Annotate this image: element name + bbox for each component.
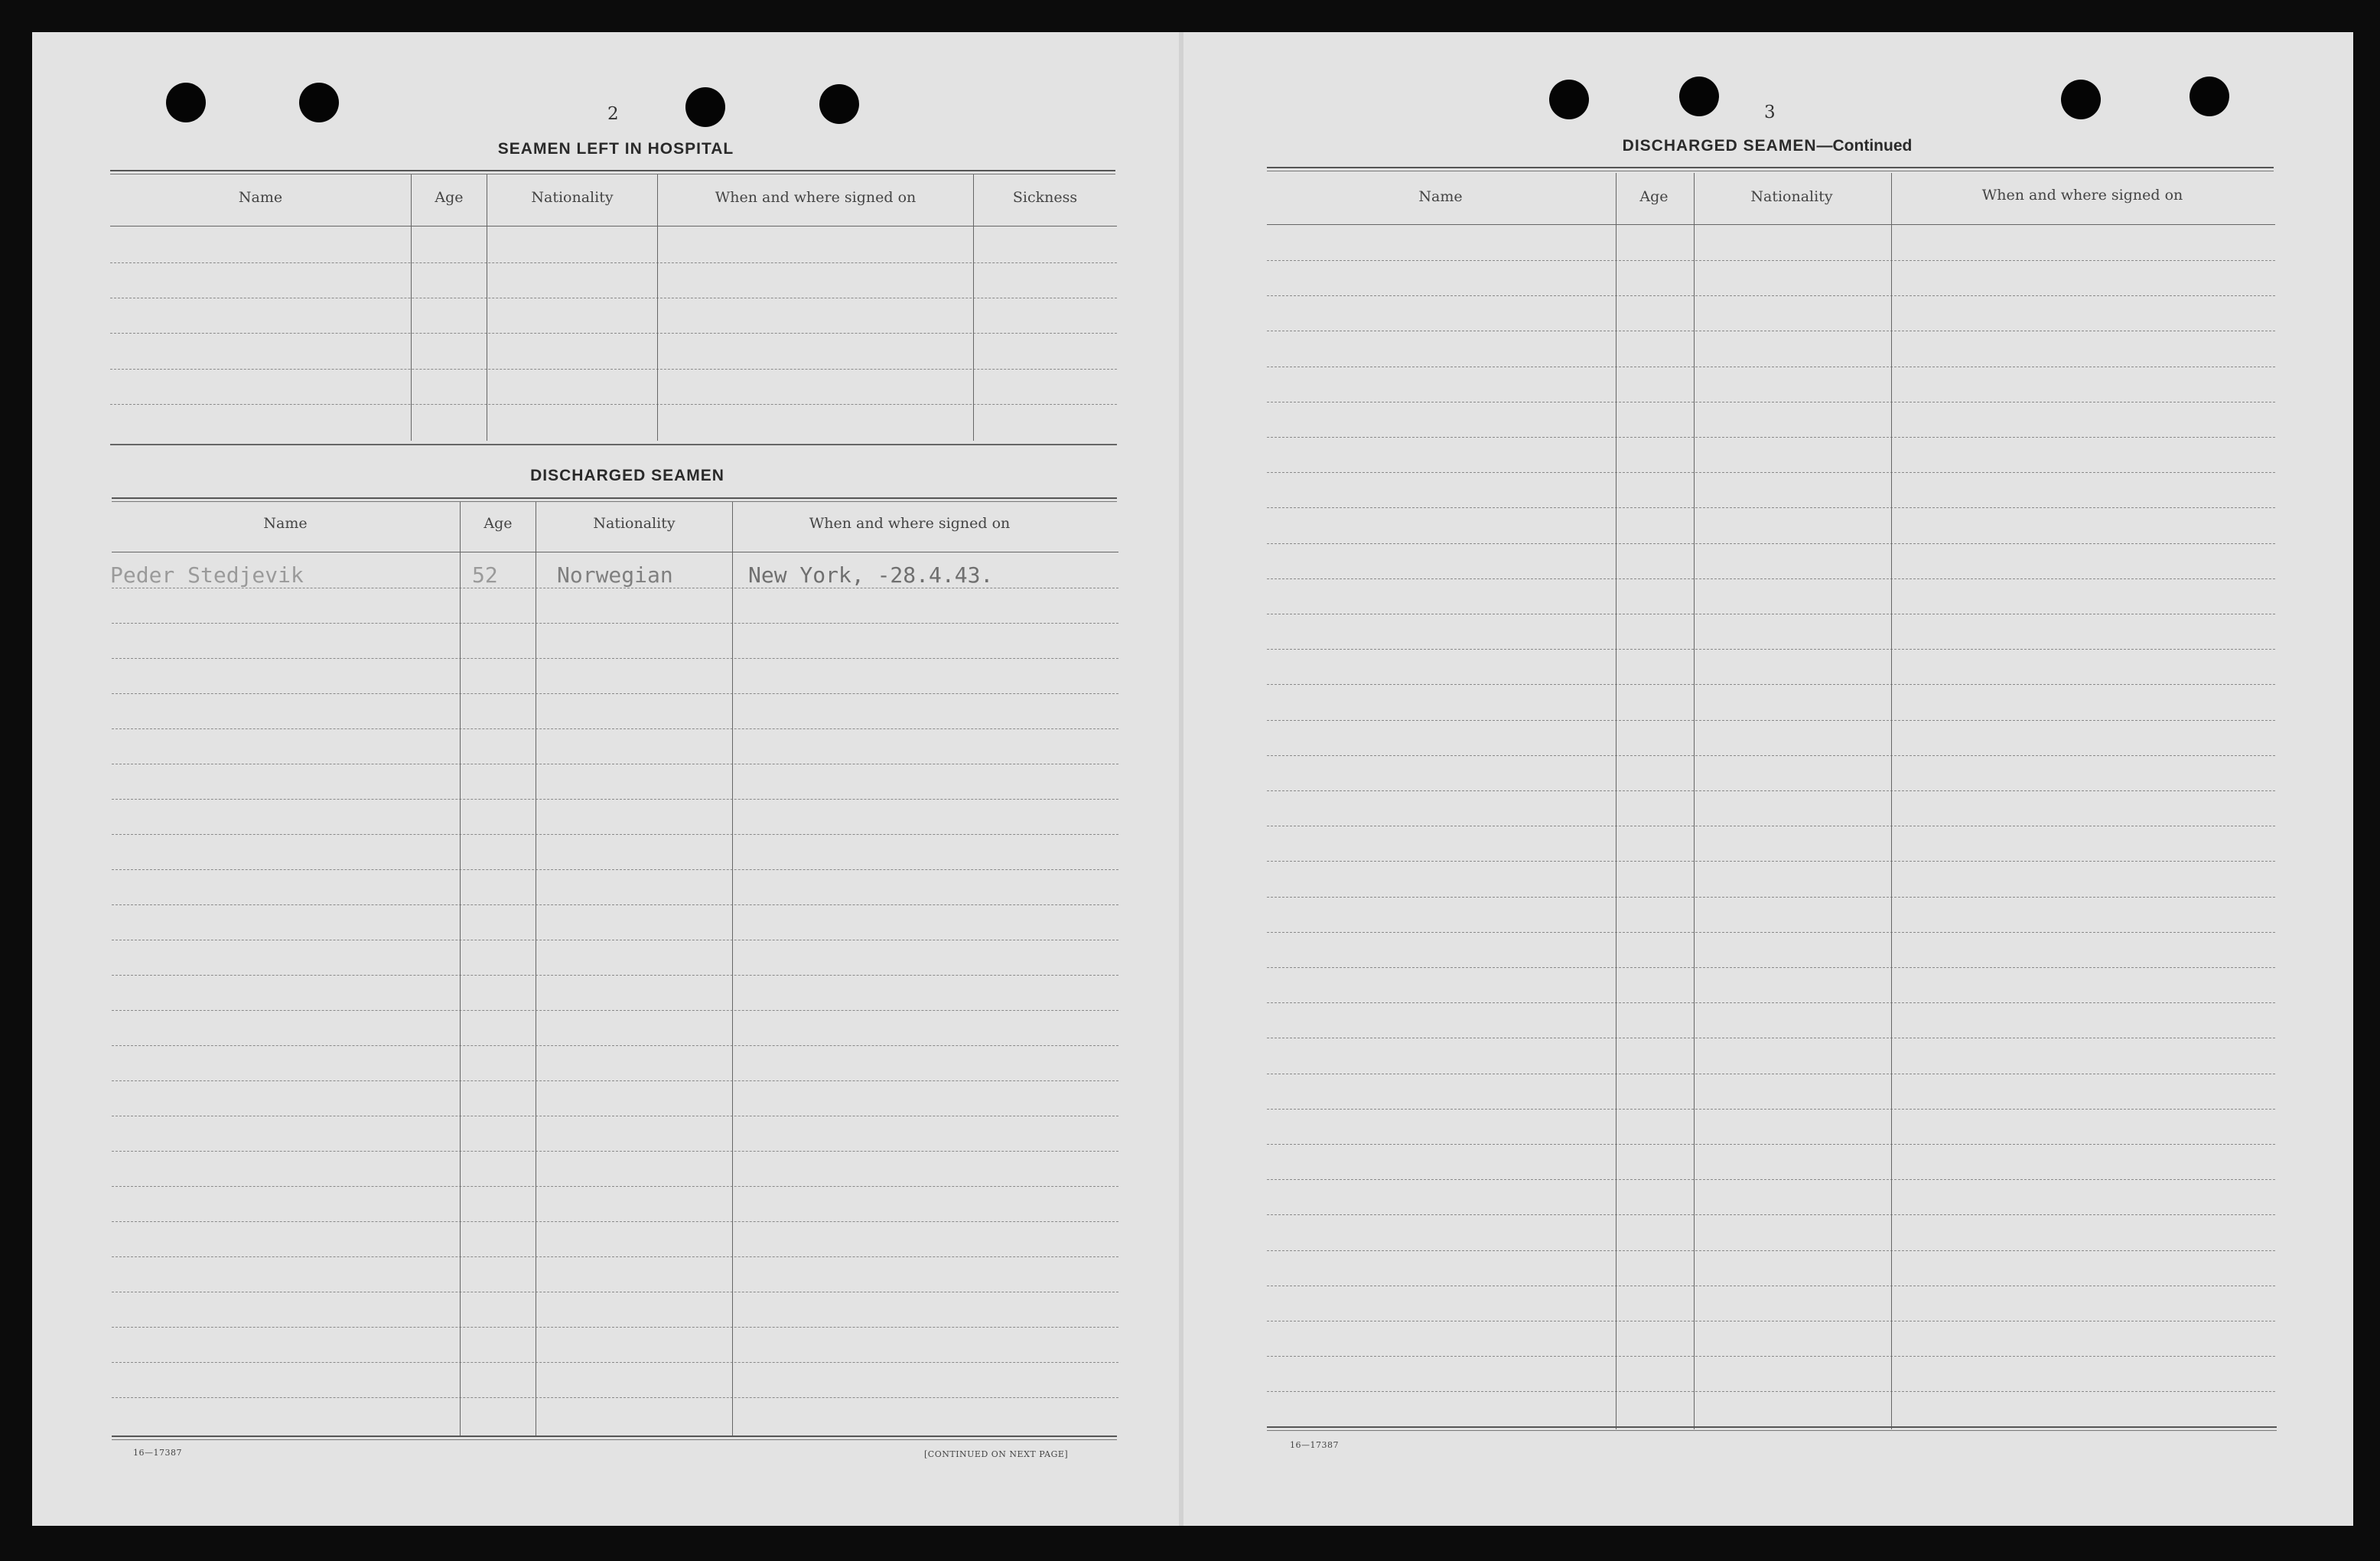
row-rule [1267,720,2275,721]
row-rule [1267,507,2275,508]
seaman-name: Peder Stedjevik [110,562,304,588]
row-rule [110,333,1117,334]
row-rule [112,834,1118,835]
right-col-signed-on: When and where signed on [1981,187,2183,204]
row-rule [112,1256,1118,1257]
row-rule [1267,437,2275,438]
row-rule [112,1080,1118,1081]
row-rule [1267,472,2275,473]
seaman-age: 52 [472,562,498,588]
hospital-col-name: Name [238,189,283,206]
row-rule [1267,1391,2275,1392]
footer-code-left: 16—17387 [133,1448,182,1458]
row-rule [1267,1179,2275,1180]
page-number-right: 3 [1764,103,1776,122]
row-rule [1267,1002,2275,1003]
right-bottom-rule [1267,1426,2277,1428]
punch-hole [166,83,206,122]
row-rule [112,1186,1118,1187]
row-rule [1267,1109,2275,1110]
row-rule [110,404,1117,405]
discharged-divider [460,502,461,1436]
row-rule [112,658,1118,659]
row-rule [112,975,1118,976]
discharged-top-rule [112,497,1117,499]
hospital-col-age: Age [435,189,464,206]
hospital-divider [973,174,974,441]
row-rule [112,1010,1118,1011]
row-rule [110,369,1117,370]
hospital-divider [657,174,658,441]
row-rule [1267,967,2275,968]
punch-hole [299,83,339,122]
row-rule [112,1045,1118,1046]
row-rule [1267,295,2275,296]
discharged-heading: DISCHARGED SEAMEN [530,467,724,484]
page-fold [1179,32,1183,1526]
row-rule [112,869,1118,870]
row-rule [112,623,1118,624]
punch-hole [1679,77,1719,116]
discharged-col-signed-on: When and where signed on [809,515,1011,532]
row-rule [1267,1144,2275,1145]
continued-note: [CONTINUED ON NEXT PAGE] [924,1449,1069,1459]
form-sheet [32,32,2353,1526]
discharged-col-age: Age [483,515,513,532]
row-rule [112,693,1118,694]
punch-hole [819,84,859,124]
page-number-left: 2 [607,104,619,124]
right-col-nationality: Nationality [1750,188,1833,205]
row-rule [1267,260,2275,261]
row-rule [1267,578,2275,579]
seaman-nationality: Norwegian [557,562,673,588]
right-col-age: Age [1639,188,1669,205]
hospital-heading: SEAMEN LEFT IN HOSPITAL [497,140,734,158]
row-rule [1267,897,2275,898]
row-rule [1267,755,2275,756]
punch-hole [2061,80,2101,119]
hospital-bottom-rule [110,444,1117,445]
continued-heading-suffix: —Continued [1816,137,1913,155]
right-header-rule [1267,224,2275,225]
discharged-bottom-rule [112,1436,1117,1437]
row-rule [1267,543,2275,544]
row-rule [112,1151,1118,1152]
right-divider [1694,173,1695,1429]
discharged-divider [732,502,733,1436]
punch-hole [2190,77,2229,116]
hospital-top-rule [110,170,1115,171]
row-rule [112,799,1118,800]
punch-hole [685,87,725,127]
continued-heading [1561,137,1974,155]
punch-hole [1549,80,1589,119]
hospital-col-sickness: Sickness [1012,189,1078,206]
row-rule [112,1397,1118,1398]
hospital-col-nationality: Nationality [531,189,614,206]
right-col-name: Name [1418,188,1463,205]
continued-heading-text: DISCHARGED SEAMEN [1622,137,1817,155]
discharged-col-name: Name [263,515,308,532]
row-rule [1267,861,2275,862]
row-rule [110,262,1117,263]
right-top-rule [1267,167,2274,168]
row-rule [112,728,1118,729]
row-rule [112,904,1118,905]
row-rule [1267,1356,2275,1357]
seaman-signed-on: New York, -28.4.43. [748,562,994,588]
row-rule [112,1362,1118,1363]
row-rule [1267,684,2275,685]
hospital-col-signed-on: When and where signed on [715,189,917,206]
row-rule [1267,932,2275,933]
row-rule [1267,1250,2275,1251]
row-rule [1267,790,2275,791]
row-rule [1267,649,2275,650]
footer-code-right: 16—17387 [1290,1440,1339,1450]
right-divider [1616,173,1617,1429]
right-divider [1891,173,1892,1429]
row-rule [112,1221,1118,1222]
row-rule [1267,1214,2275,1215]
hospital-divider [411,174,412,441]
discharged-col-nationality: Nationality [593,515,676,532]
row-rule [112,1327,1118,1328]
